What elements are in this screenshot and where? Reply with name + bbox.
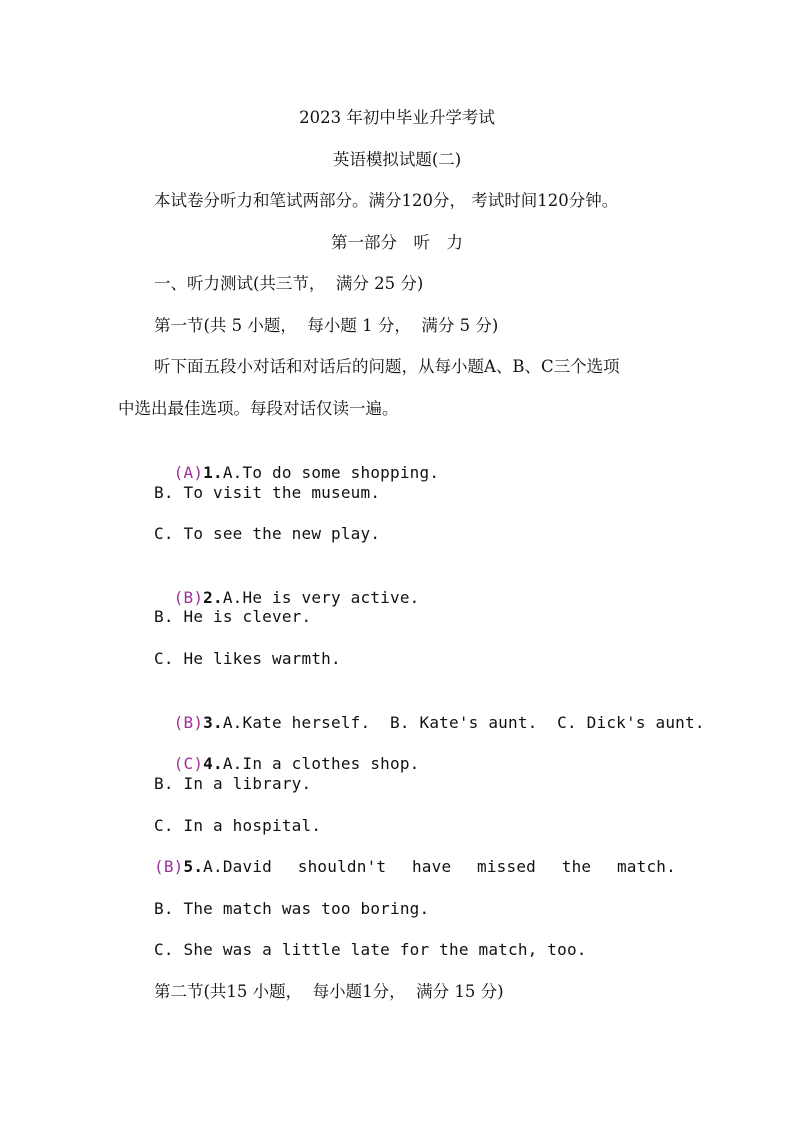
exam-intro: 本试卷分听力和笔试两部分。满分120分， 考试时间120分钟。	[154, 191, 619, 210]
option-2a: A.He is very active.	[222, 588, 420, 607]
question-number-4: 4.	[203, 754, 223, 773]
subsection-1-heading: 第一节(共 5 小题， 每小题 1 分， 满分 5 分)	[154, 316, 499, 335]
question-2	[154, 565, 420, 609]
question-1	[154, 440, 439, 484]
option-2b: B. He is clever.	[154, 607, 312, 626]
exam-title: 2023 年初中毕业升学考试	[299, 108, 495, 127]
option-5b: B. The match was too boring.	[154, 899, 430, 918]
answer-1: (A)	[173, 463, 204, 482]
answer-3: (B)	[173, 713, 204, 732]
question-5-lead	[154, 856, 272, 878]
option-5a-word-2: shouldn't	[297, 857, 387, 876]
option-5a-word-5: the	[561, 857, 592, 876]
question-5	[154, 856, 676, 878]
option-4a: A.In a clothes shop.	[222, 754, 420, 773]
question-number-1: 1.	[203, 463, 223, 482]
option-5a-word-6: match.	[616, 857, 676, 876]
section-1-heading: 一、听力测试(共三节， 满分 25 分)	[154, 274, 424, 293]
answer-2: (B)	[173, 588, 204, 607]
option-5a-word-1: A.David	[203, 857, 273, 876]
option-5a-word-4: missed	[477, 857, 537, 876]
option-4c: C. In a hospital.	[154, 816, 322, 835]
exam-subtitle: 英语模拟试题(二)	[332, 150, 462, 169]
option-1b: B. To visit the museum.	[154, 483, 381, 502]
option-3-all: A.Kate herself. B. Kate's aunt. C. Dick's aunt.	[222, 713, 705, 732]
option-5c: C. She was a little late for the match, too.	[154, 940, 587, 959]
instruction-line-1: 听下面五段小对话和对话后的问题，从每小题A、B、C三个选项	[154, 357, 620, 376]
option-4b: B. In a library.	[154, 774, 312, 793]
option-5a-word-3: have	[411, 857, 452, 876]
part-title: 第一部分 听 力	[331, 233, 463, 252]
subsection-2-heading: 第二节(共15 小题， 每小题1分， 满分 15 分)	[154, 982, 504, 1001]
answer-4: (C)	[173, 754, 204, 773]
question-number-2: 2.	[203, 588, 223, 607]
answer-5: (B)	[154, 857, 184, 876]
option-1c: C. To see the new play.	[154, 524, 381, 543]
option-2c: C. He likes warmth.	[154, 649, 341, 668]
option-1a: A.To do some shopping.	[222, 463, 440, 482]
question-3	[154, 690, 705, 734]
question-number-3: 3.	[203, 713, 223, 732]
instruction-line-2: 中选出最佳选项。每段对话仅读一遍。	[118, 399, 399, 418]
question-number-5: 5.	[183, 857, 204, 876]
question-4	[154, 731, 420, 775]
